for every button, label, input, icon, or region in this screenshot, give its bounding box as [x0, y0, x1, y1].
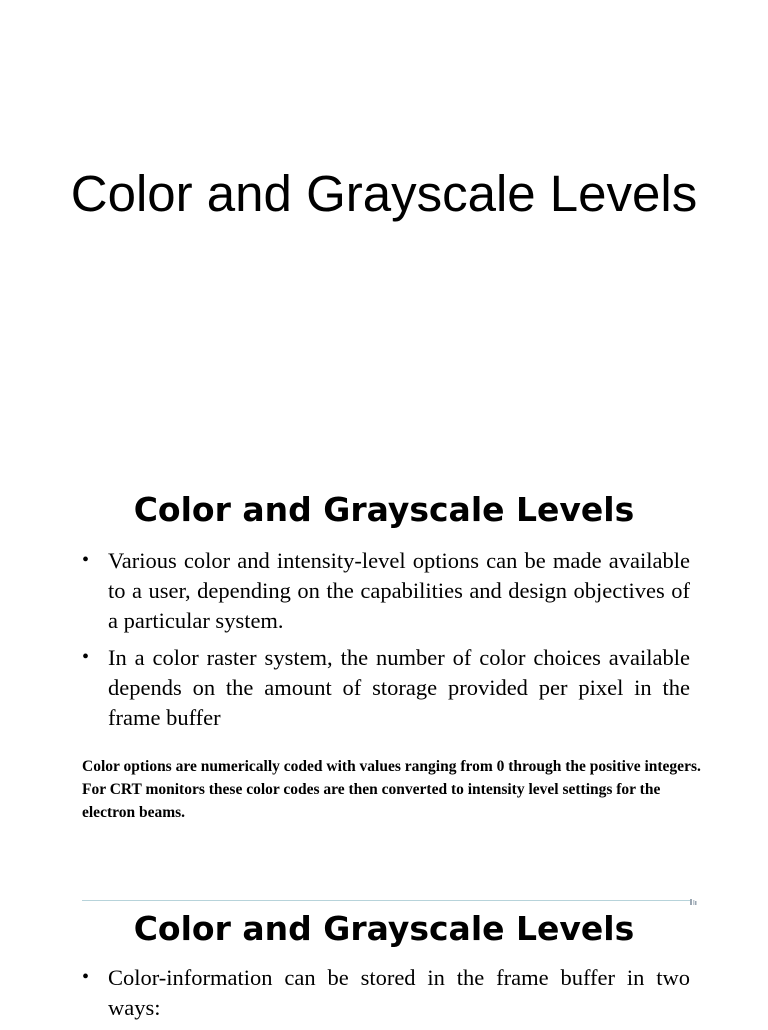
bullet-text: Color-information can be stored in the frame buffer in two ways: [108, 965, 690, 1020]
slide-heading: Color and Grayscale Levels [133, 909, 635, 948]
page-title: Color and Grayscale Levels [70, 165, 698, 222]
bullet-text: Various color and intensity-level options can be made available to a user, depending on the capabilities and design objectives of a particular system. [108, 548, 690, 633]
bullet-text: In a color raster system, the number of color choices available depends on the amount of storage provided per pixel in the frame buffer [108, 645, 690, 730]
bullet-icon: • [82, 646, 90, 668]
bullet-list [82, 546, 690, 740]
corner-mark-icon [690, 899, 697, 906]
bullet-item [82, 643, 690, 733]
bullet-item [82, 546, 690, 636]
bullet-item [82, 963, 690, 1023]
bullet-icon: • [82, 549, 90, 571]
note-paragraph: Color options are numerically coded with values ranging from 0 through the positive integers. For CRT monitors these color codes are then converted to intensity level settings for the electron beams. [82, 758, 701, 821]
slide-heading: Color and Grayscale Levels [133, 490, 635, 529]
bullet-icon: • [82, 966, 90, 988]
bullet-list [82, 963, 690, 1030]
divider [82, 900, 690, 901]
